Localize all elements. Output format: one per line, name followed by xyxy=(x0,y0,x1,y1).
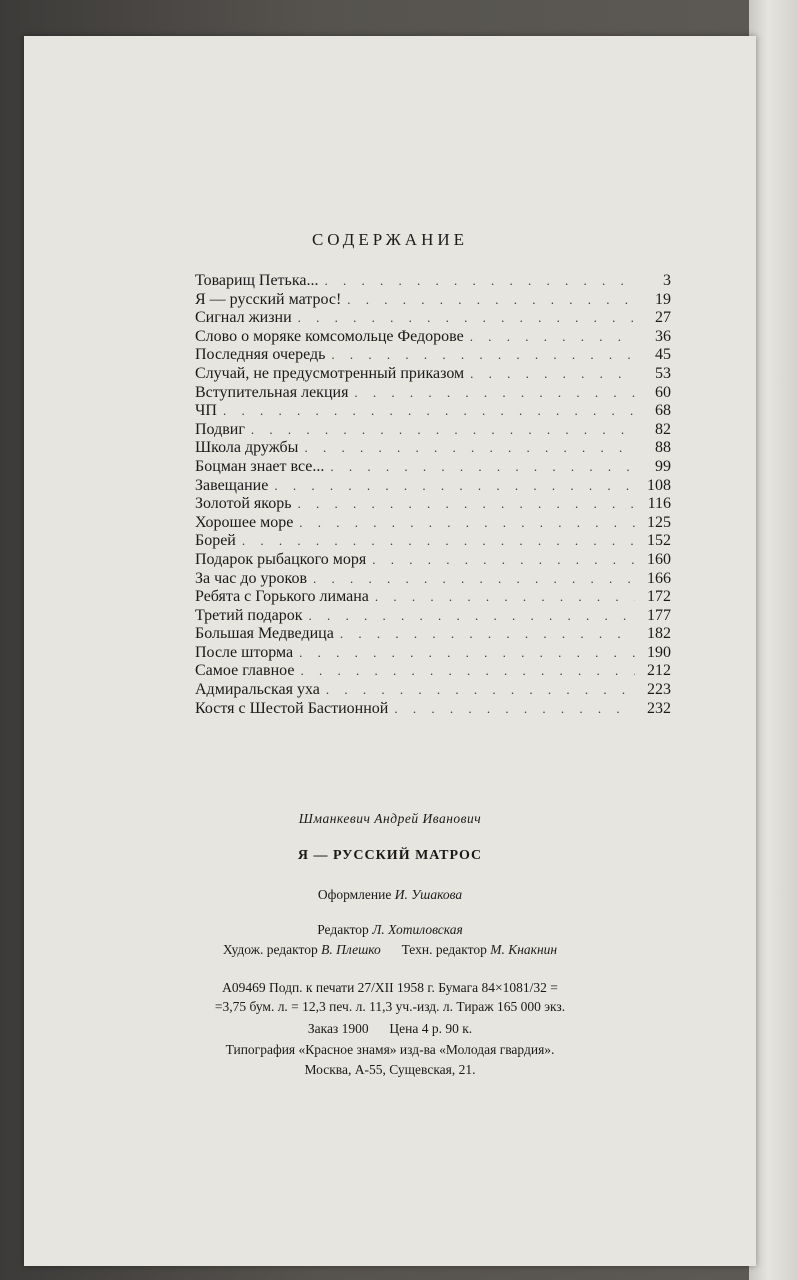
toc-leader-dots xyxy=(299,644,635,663)
printer-address: Москва, А-55, Сущевская, 21. xyxy=(304,1062,476,1077)
toc-entry-page: 212 xyxy=(647,662,671,680)
toc-leader-dots xyxy=(331,346,635,365)
toc-leader-dots xyxy=(304,439,635,458)
toc-entry-page: 177 xyxy=(647,606,671,624)
toc-entry-page: 190 xyxy=(647,643,671,661)
toc-entry-title: Ребята с Горького лимана xyxy=(195,588,369,606)
toc-entry-title: Третий подарок xyxy=(195,606,303,624)
order-price xyxy=(24,1021,756,1037)
toc-entry xyxy=(195,662,671,681)
toc-entry-title: Последняя очередь xyxy=(195,346,326,364)
toc-entry-page: 27 xyxy=(655,309,671,327)
toc-entry-title: Товарищ Петька... xyxy=(195,272,319,289)
toc-entry-title: Адмиральская уха xyxy=(195,681,320,699)
editor-name: Л. Хотиловская xyxy=(372,922,463,937)
toc-entry-page: 45 xyxy=(655,346,671,364)
toc-entry-title: Подарок рыбацкого моря xyxy=(195,550,367,568)
toc-entry xyxy=(195,681,671,700)
toc-entry xyxy=(195,514,671,533)
toc-entry xyxy=(195,384,671,403)
toc-entry-title: Самое главное xyxy=(195,662,295,680)
toc-heading: СОДЕРЖАНИЕ xyxy=(311,230,469,249)
toc-entry xyxy=(195,365,671,384)
toc-leader-dots xyxy=(242,532,635,551)
toc-entry xyxy=(195,458,671,477)
toc-leader-dots xyxy=(340,625,635,644)
toc-entry-page: 19 xyxy=(655,290,671,308)
toc-entry-title: Вступительная лекция xyxy=(195,383,349,401)
price: Цена 4 р. 90 к. xyxy=(389,1021,473,1036)
toc-entry-title: Хорошее море xyxy=(195,513,294,531)
toc-entry-page: 3 xyxy=(663,272,671,289)
author-name: Шманкевич Андрей Иванович xyxy=(298,811,482,826)
toc-entry-title: Костя с Шестой Бастионной xyxy=(195,699,389,717)
toc-entry xyxy=(195,532,671,551)
toc-entry-page: 60 xyxy=(655,383,671,401)
toc-entry xyxy=(195,700,671,719)
toc-entry-page: 223 xyxy=(647,681,671,699)
tech-editor-label: Техн. редактор xyxy=(401,942,487,957)
next-page-edge xyxy=(749,0,797,1280)
toc-entry xyxy=(195,607,671,626)
design-label: Оформление xyxy=(317,887,392,902)
toc-entry xyxy=(195,477,671,496)
toc-entry xyxy=(195,625,671,644)
toc-entry-title: ЧП xyxy=(195,402,217,420)
editor-label: Редактор xyxy=(317,922,369,937)
toc-leader-dots xyxy=(354,384,635,403)
toc-entry-page: 99 xyxy=(655,457,671,475)
toc-entry-page: 68 xyxy=(655,402,671,420)
toc-leader-dots xyxy=(470,328,635,347)
tech-editor-name: М. Кнакнин xyxy=(490,942,558,957)
toc-leader-dots xyxy=(223,402,635,421)
toc-entry-title: Слово о моряке комсомольце Федорове xyxy=(195,327,464,345)
toc-entry-page: 53 xyxy=(655,364,671,382)
toc-entry xyxy=(195,551,671,570)
toc-entry-title: После шторма xyxy=(195,643,294,661)
toc-entry-page: 152 xyxy=(647,532,671,550)
toc-entry-page: 166 xyxy=(647,569,671,587)
toc-entry xyxy=(195,328,671,347)
toc-leader-dots xyxy=(313,570,635,589)
print-specs-line-1: А09469 Подп. к печати 27/XII 1958 г. Бумага 84×1081/32 = xyxy=(222,980,558,995)
toc-entry xyxy=(195,309,671,328)
toc-entry-title: Я — русский матрос! xyxy=(195,290,342,308)
toc-leader-dots xyxy=(470,365,635,384)
toc-leader-dots xyxy=(330,458,635,477)
toc-entry-page: 108 xyxy=(647,476,671,494)
toc-leader-dots xyxy=(299,514,635,533)
toc-leader-dots xyxy=(298,495,635,514)
toc-leader-dots xyxy=(394,700,635,719)
toc-entry-page: 88 xyxy=(655,439,671,457)
toc-leader-dots xyxy=(375,588,635,607)
toc-leader-dots xyxy=(274,477,635,496)
toc-entry-title: Большая Медведица xyxy=(195,625,334,643)
table-of-contents xyxy=(195,272,671,718)
order-number: Заказ 1900 xyxy=(307,1021,369,1036)
toc-entry-title: Школа дружбы xyxy=(195,439,299,457)
toc-entry-title: Завещание xyxy=(195,476,269,494)
toc-entry-title: Борей xyxy=(195,532,236,550)
toc-entry xyxy=(195,439,671,458)
toc-entry xyxy=(195,291,671,310)
toc-leader-dots xyxy=(372,551,635,570)
toc-entry-page: 116 xyxy=(647,495,671,513)
toc-leader-dots xyxy=(298,309,635,328)
toc-leader-dots xyxy=(347,291,635,310)
print-specs-line-2: =3,75 бум. л. = 12,3 печ. л. 11,3 уч.-изд. л. Тираж 165 000 экз. xyxy=(214,999,566,1014)
toc-entry-page: 172 xyxy=(647,588,671,606)
toc-entry xyxy=(195,421,671,440)
toc-entry-title: Подвиг xyxy=(195,420,245,438)
toc-entry xyxy=(195,402,671,421)
toc-entry-title: Золотой якорь xyxy=(195,495,292,513)
toc-entry xyxy=(195,346,671,365)
book-title: Я — РУССКИЙ МАТРОС xyxy=(297,848,483,863)
toc-leader-dots xyxy=(300,662,635,681)
toc-entry-page: 82 xyxy=(655,420,671,438)
toc-entry xyxy=(195,495,671,514)
toc-entry-title: За час до уроков xyxy=(195,569,308,587)
toc-leader-dots xyxy=(251,421,635,440)
toc-entry xyxy=(195,588,671,607)
art-tech-editors xyxy=(24,942,756,958)
toc-entry xyxy=(195,272,671,291)
toc-entry xyxy=(195,644,671,663)
toc-entry-page: 125 xyxy=(647,513,671,531)
toc-entry-page: 36 xyxy=(655,327,671,345)
design-credit xyxy=(24,887,756,903)
toc-entry-page: 182 xyxy=(647,625,671,643)
design-name: И. Ушакова xyxy=(394,887,463,902)
toc-leader-dots xyxy=(326,681,635,700)
art-editor-label: Худож. редактор xyxy=(222,942,318,957)
toc-entry-title: Случай, не предусмотренный приказом xyxy=(195,364,465,382)
editor-credit xyxy=(24,922,756,938)
toc-leader-dots xyxy=(324,272,635,291)
toc-leader-dots xyxy=(309,607,636,626)
art-editor-name: В. Плешко xyxy=(321,942,381,957)
toc-entry-title: Сигнал жизни xyxy=(195,309,292,327)
book-page xyxy=(24,36,756,1266)
toc-entry xyxy=(195,570,671,589)
toc-entry-title: Боцман знает все... xyxy=(195,457,325,475)
toc-entry-page: 232 xyxy=(647,699,671,717)
toc-entry-page: 160 xyxy=(647,550,671,568)
printer-info: Типография «Красное знамя» изд-ва «Молодая гвардия». xyxy=(225,1042,555,1057)
